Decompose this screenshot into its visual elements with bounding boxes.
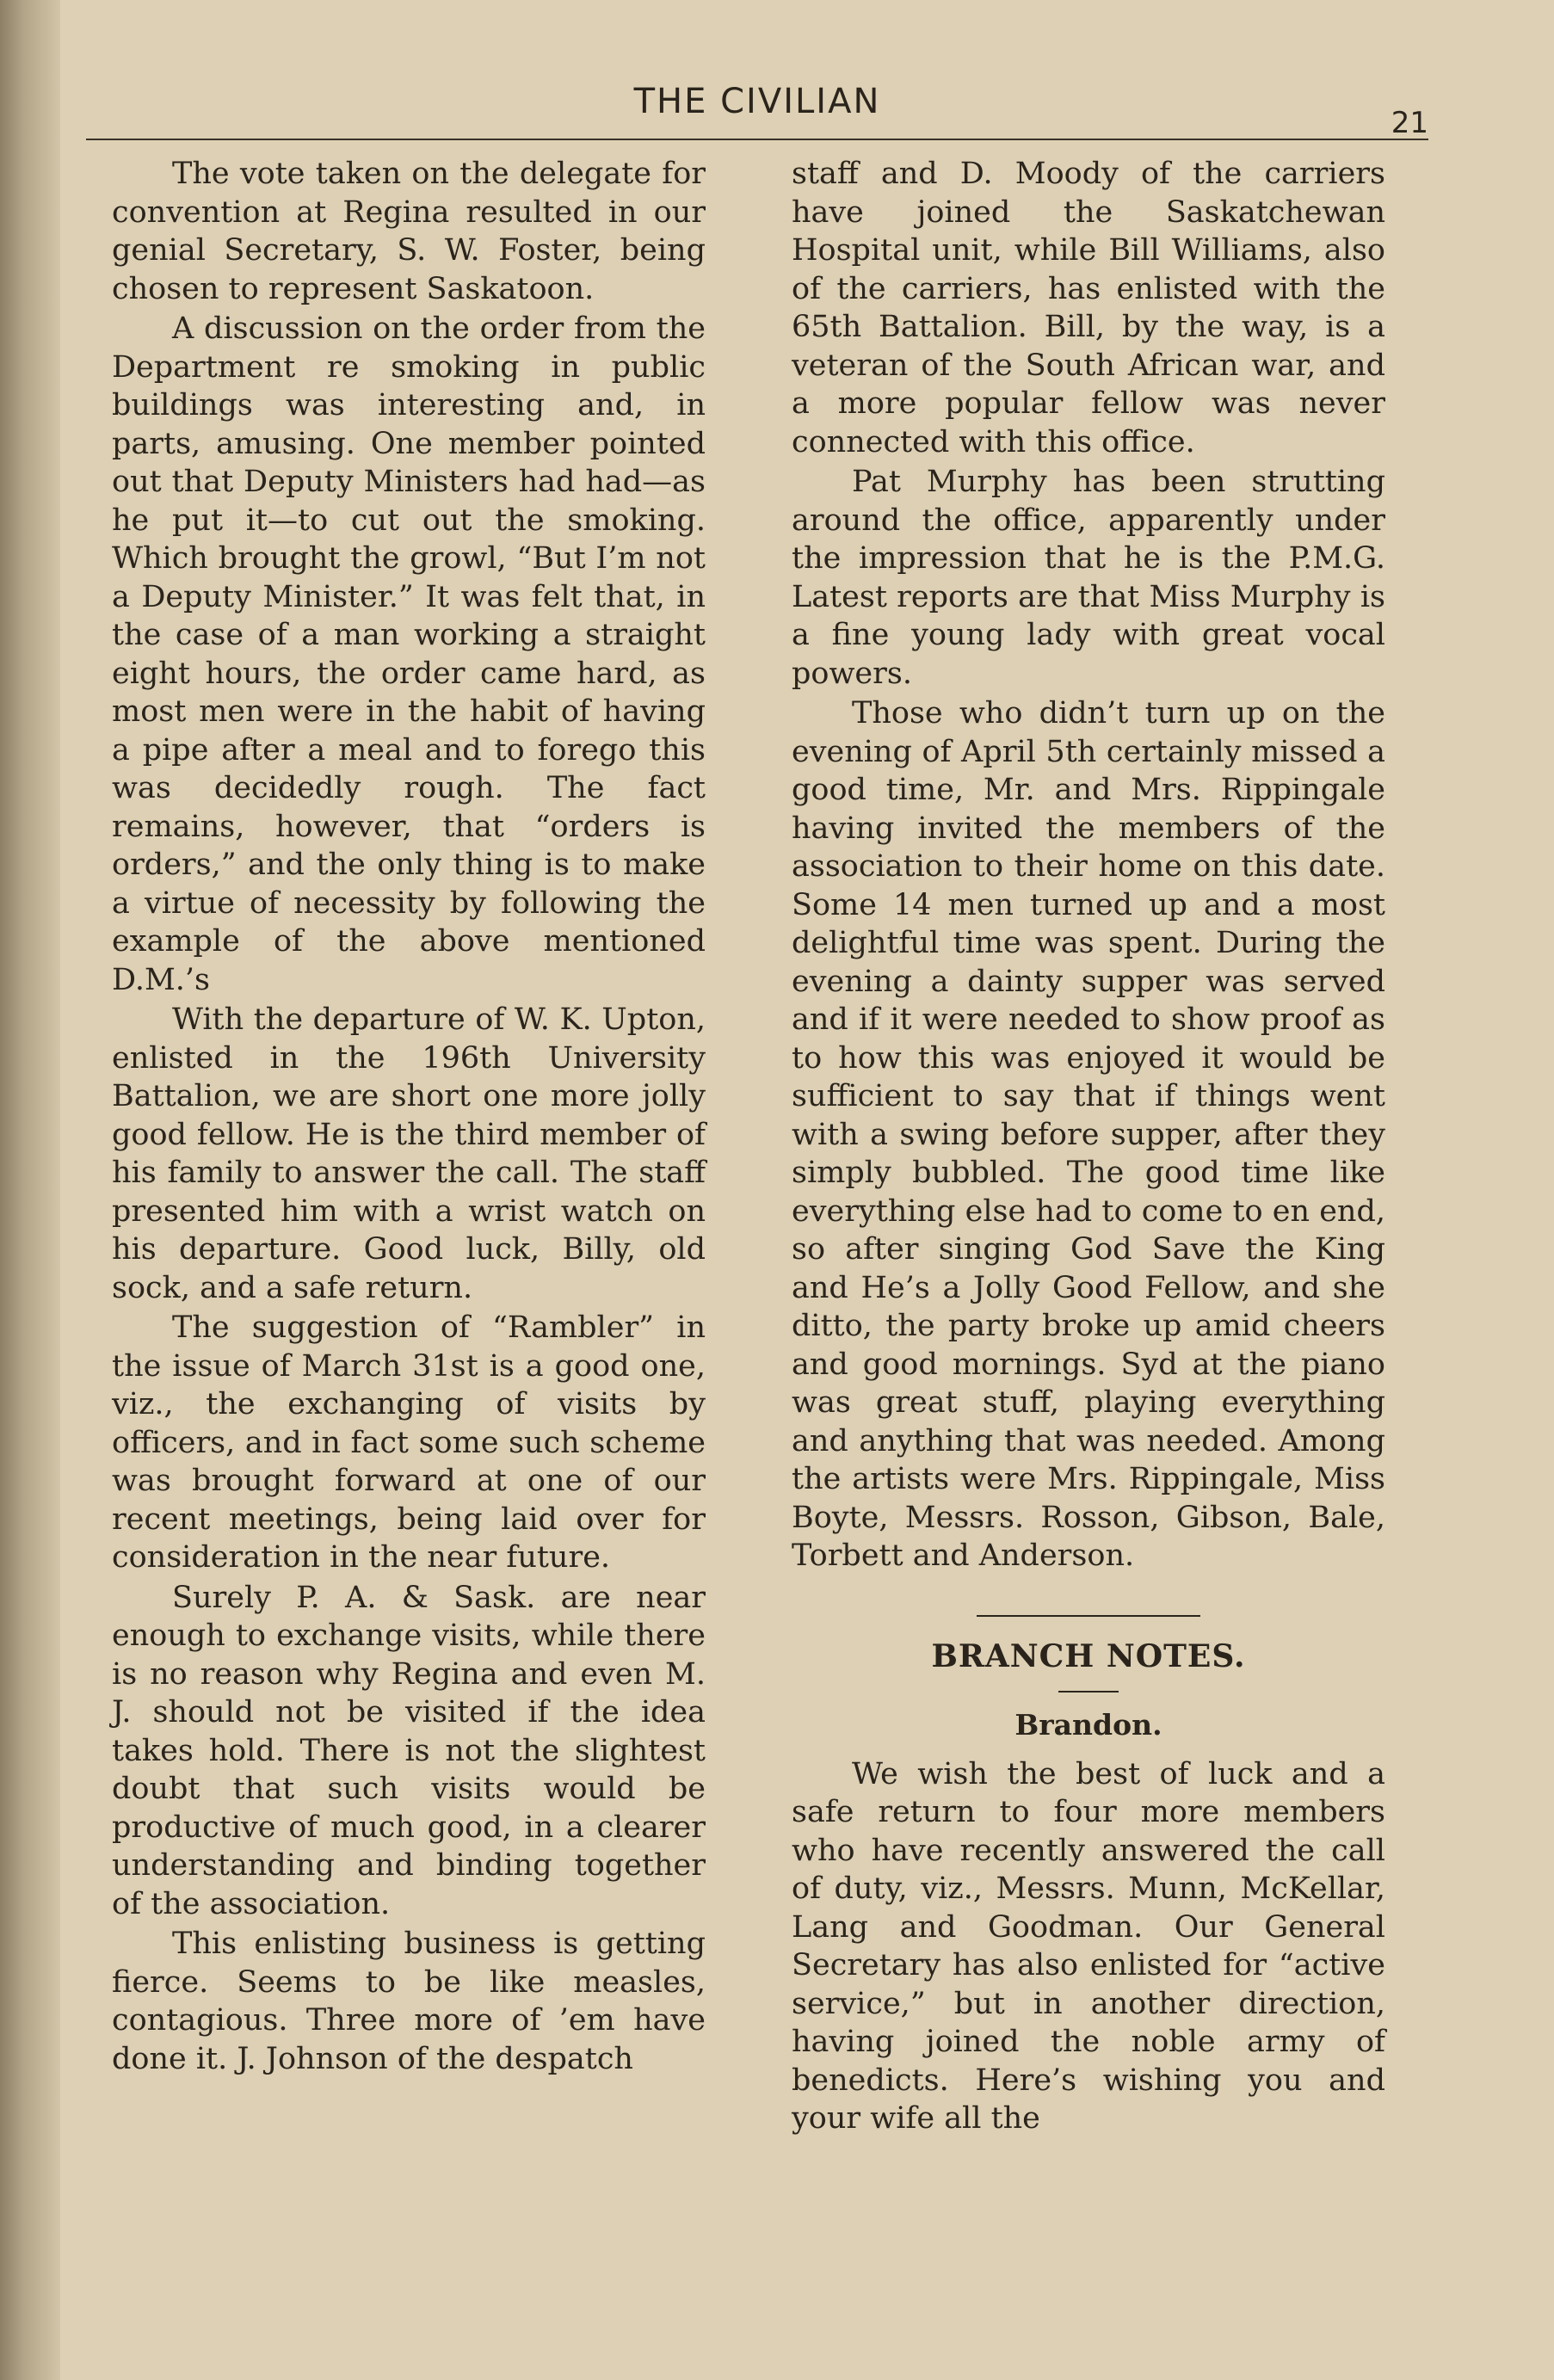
paragraph-brandon: We wish the best of luck and a safe return to four more members who have recently answered the call of duty, viz., Messrs. Munn, McKellar, Lang and Goodman. Our General Secretary has also enlisted for “active service,” but in another direction, having joined the noble army of benedicts. Here’s wishing you and your wife all the — [792, 1756, 1385, 2136]
paragraph-smoking-order: A discussion on the order from the Department re smoking in public buildings was interesting and, in parts, amusing. One member pointed out that Deputy Ministers had had—as he put it—to cut out the smoking. Which brought the growl, “But I’m not a Deputy Minister.” It was felt that, in the case of a man working a straight eight hours, the order came hard, as most men were in the habit of having a pipe after a meal and to forego this was decidedly rough. The fact remains, however, that “orders is orders,” and the only thing is to make a virtue of necessity by following the example of the above mentioned D.M.’s — [112, 311, 706, 997]
page-number: 21 — [1391, 106, 1428, 140]
heading-rule — [1058, 1691, 1119, 1693]
paragraph-upton-departure: With the departure of W. K. Upton, enlisted in the 196th University Battalion, we are short one more jolly good fellow. He is the third member of his family to answer the call. The staff presented him with a wrist watch on his departure. Good luck, Billy, old sock, and a safe return. — [112, 1002, 706, 1305]
paragraph-exchange-visits: Surely P. A. & Sask. are near enough to exchange visits, while there is no reason why Regina and even M. J. should not be visited if the idea takes hold. There is not the slightest doubt that such visits would be productive of much good, in a clearer understanding and binding together of the association. — [112, 1580, 706, 1921]
page-header — [86, 82, 1428, 142]
paragraph-delegate-vote: The vote taken on the delegate for convention at Regina resulted in our genial Secretary, S. W. Foster, being chosen to represent Saskatoon. — [112, 157, 706, 306]
header-rule — [86, 139, 1428, 140]
paragraph-enlisting-continued: staff and D. Moody of the carriers have joined the Saskatchewan Hospital unit, while Bill Williams, also of the carriers, has enlisted with the 65th Battalion. Bill, by the way, is a veteran of the South African war, and a more popular fellow was never connected with this office. — [792, 157, 1385, 459]
left-column — [112, 155, 706, 2078]
book-gutter — [0, 0, 60, 2380]
paragraph-rippingale-evening: Those who didn’t turn up on the evening of April 5th certainly missed a good time, Mr. and Mrs. Rippingale having invited the members of the association to their home on this date. Some 14 men turned up and a most delightful time was spent. During the evening a dainty supper was served and if it were needed to show proof as to how this was enjoyed it would be sufficient to say that if things went with a swing before supper, after they simply bubbled. The good time like everything else had to come to en end, so after singing God Save the King and He’s a Jolly Good Fellow, and she ditto, the party broke up amid cheers and good mornings. Syd at the piano was great stuff, playing everything and anything that was needed. Among the artists were Mrs. Rippingale, Miss Boyte, Messrs. Rosson, Gibson, Bale, Torbett and Anderson. — [792, 696, 1385, 1573]
paragraph-rambler-suggestion: The suggestion of “Rambler” in the issue of March 31st is a good one, viz., the exchanging of visits by officers, and in fact some such scheme was brought forward at one of our recent meetings, being laid over for consideration in the near future. — [112, 1310, 706, 1575]
section-heading: BRANCH NOTES. — [931, 1637, 1246, 1674]
paragraph-enlisting: This enlisting business is getting fierce. Seems to be like measles, contagious. Three more of ’em have done it. J. Johnson of the despatch — [112, 1927, 706, 2076]
paragraph-pat-murphy: Pat Murphy has been strutting around the office, apparently under the impression that he is the P.M.G. Latest reports are that Miss Murphy is a fine young lady with great vocal powers. — [792, 465, 1385, 691]
publication-title: THE CIVILIAN — [633, 82, 881, 121]
section-divider — [977, 1615, 1200, 1617]
right-column — [792, 155, 1385, 2138]
subsection-heading: Brandon. — [1014, 1708, 1162, 1742]
